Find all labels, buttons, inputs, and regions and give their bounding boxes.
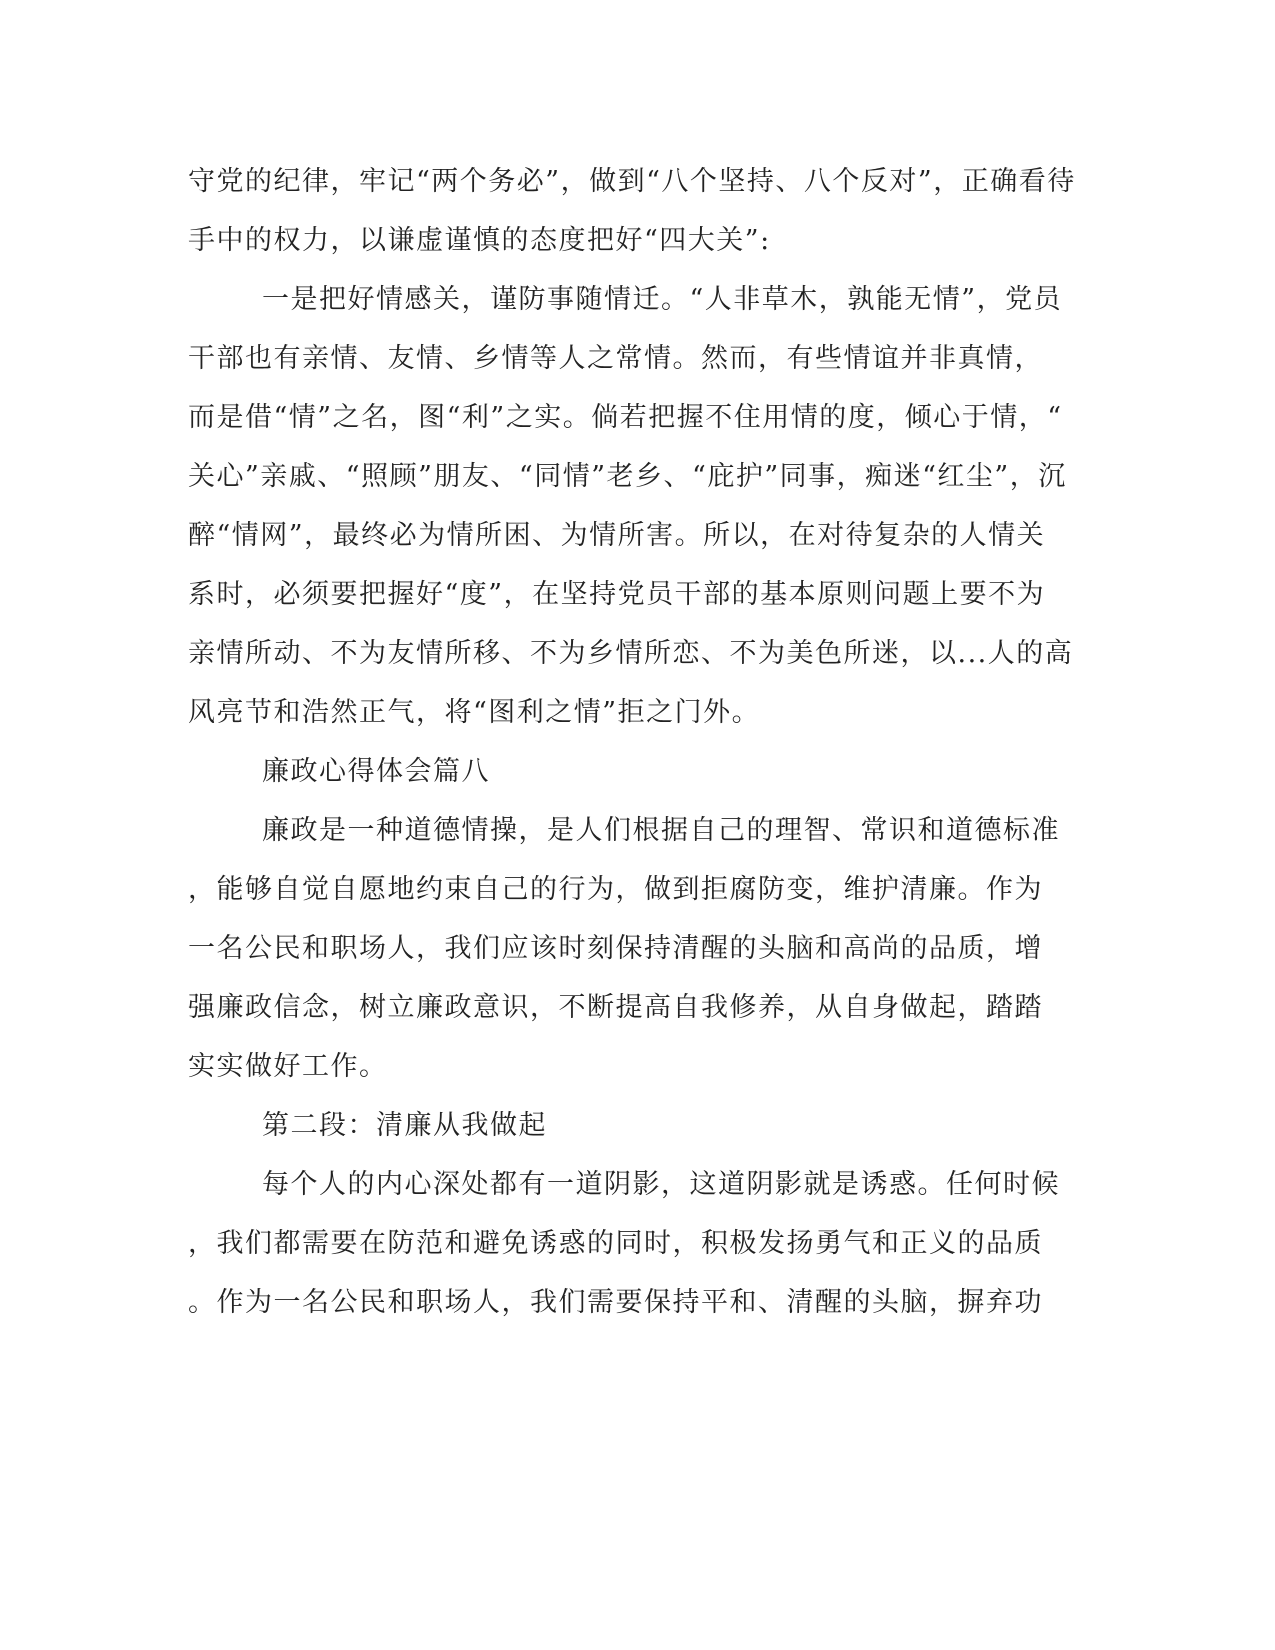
text-line: ，我们都需要在防范和避免诱惑的同时，积极发扬勇气和正义的品质 bbox=[188, 1228, 1043, 1259]
text-line: 强廉政信念，树立廉政意识，不断提高自我修养，从自身做起，踏踏 bbox=[188, 992, 1043, 1023]
section-heading: 第二段：清廉从我做起 bbox=[262, 1110, 547, 1141]
text-line: 系时，必须要把握好“度”，在坚持党员干部的基本原则问题上要不为 bbox=[188, 579, 1046, 610]
text-line: 关心”亲戚、“照顾”朋友、“同情”老乡、“庇护”同事，痴迷“红尘”，沉 bbox=[188, 461, 1067, 492]
text-line: 而是借“情”之名，图“利”之实。倘若把握不住用情的度，倾心于情，“ bbox=[188, 402, 1063, 433]
paragraph-first-line: 每个人的内心深处都有一道阴影，这道阴影就是诱惑。任何时候 bbox=[262, 1169, 1060, 1200]
text-line: 实实做好工作。 bbox=[188, 1051, 388, 1082]
text-line: 。作为一名公民和职场人，我们需要保持平和、清醒的头脑，摒弃功 bbox=[188, 1287, 1043, 1318]
text-line: 守党的纪律，牢记“两个务必”，做到“八个坚持、八个反对”，正确看待 bbox=[188, 166, 1076, 197]
text-line: 醉“情网”，最终必为情所困、为情所害。所以，在对待复杂的人情关 bbox=[188, 520, 1046, 551]
text-line: 一名公民和职场人，我们应该时刻保持清醒的头脑和高尚的品质，增 bbox=[188, 933, 1043, 964]
section-heading: 廉政心得体会篇八 bbox=[262, 756, 490, 787]
text-line: ，能够自觉自愿地约束自己的行为，做到拒腐防变，维护清廉。作为 bbox=[188, 874, 1043, 905]
paragraph-first-line: 一是把好情感关，谨防事随情迁。“人非草木，孰能无情”，党员 bbox=[262, 284, 1063, 315]
text-line: 风亮节和浩然正气，将“图利之情”拒之门外。 bbox=[188, 697, 761, 728]
text-line: 手中的权力，以谦虚谨慎的态度把好“四大关”: bbox=[188, 225, 771, 256]
paragraph-first-line: 廉政是一种道德情操，是人们根据自己的理智、常识和道德标准 bbox=[262, 815, 1060, 846]
text-line: 亲情所动、不为友情所移、不为乡情所恋、不为美色所迷，以...人的高 bbox=[188, 638, 1074, 669]
text-line: 干部也有亲情、友情、乡情等人之常情。然而，有些情谊并非真情， bbox=[188, 343, 1043, 374]
